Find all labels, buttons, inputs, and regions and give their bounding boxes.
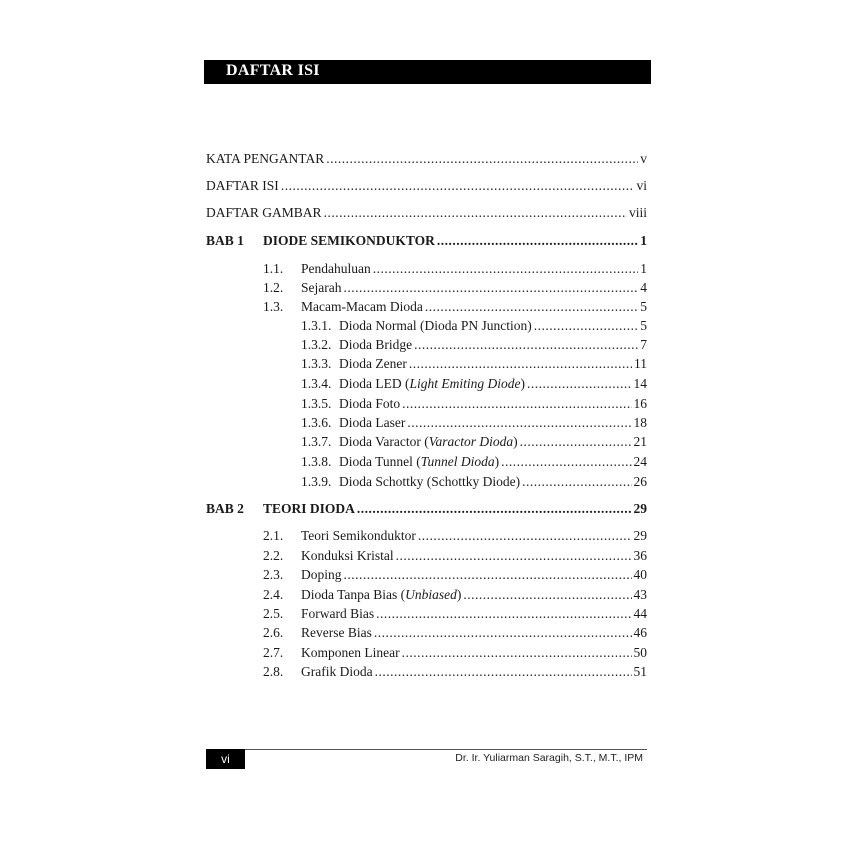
toc-section[interactable]	[263, 663, 647, 681]
dot-leader	[407, 414, 631, 432]
section-page: 46	[633, 625, 647, 640]
toc-entry-page: viii	[628, 205, 647, 220]
subsection-page: 7	[640, 337, 647, 352]
subsection-number: 1.3.2.	[301, 337, 332, 352]
toc-entry-page: v	[640, 151, 647, 166]
section-page: 51	[633, 664, 647, 679]
dot-leader	[324, 204, 627, 222]
toc-entry-title: DAFTAR ISI	[206, 178, 279, 193]
page-title: DAFTAR ISI	[226, 62, 320, 79]
section-title: Komponen Linear	[301, 645, 400, 660]
subsection-number: 1.3.4.	[301, 376, 332, 391]
footer-author: Dr. Ir. Yuliarman Saragih, S.T., M.T., IPM	[455, 752, 643, 764]
chapter-page: 1	[640, 233, 647, 248]
toc-section[interactable]	[263, 566, 647, 584]
subsection-page: 16	[633, 396, 647, 411]
subsection-number: 1.3.8.	[301, 454, 332, 469]
section-page: 50	[633, 645, 647, 660]
section-number: 2.3.	[263, 567, 284, 582]
section-title: Doping	[301, 567, 342, 582]
section-number: 2.4.	[263, 587, 284, 602]
toc-subsection[interactable]	[301, 414, 647, 432]
subsection-title: Dioda Foto	[339, 396, 401, 411]
subsection-number: 1.3.1.	[301, 318, 332, 333]
dot-leader	[522, 473, 631, 491]
toc-section[interactable]	[263, 527, 647, 545]
section-number: 2.6.	[263, 625, 284, 640]
subsection-number: 1.3.3.	[301, 356, 332, 371]
dot-leader	[409, 355, 632, 373]
toc-section[interactable]	[263, 624, 647, 642]
section-number: 1.3.	[263, 299, 284, 314]
dot-leader	[396, 547, 632, 565]
dot-leader	[357, 500, 632, 518]
section-page: 40	[633, 567, 647, 582]
dot-leader	[376, 605, 631, 623]
dot-leader	[534, 317, 639, 335]
toc-section[interactable]	[263, 279, 647, 297]
footer-page-number: vi	[206, 749, 245, 769]
toc-subsection[interactable]	[301, 395, 647, 413]
dot-leader	[343, 279, 638, 297]
dot-leader	[520, 433, 632, 451]
toc-section[interactable]	[263, 644, 647, 662]
section-title: Grafik Dioda	[301, 664, 373, 679]
dot-leader	[373, 260, 639, 278]
section-title: Macam-Macam Dioda	[301, 299, 423, 314]
dot-leader	[527, 375, 632, 393]
toc-section[interactable]	[263, 586, 647, 604]
chapter-title: DIODE SEMIKONDUKTOR	[263, 233, 435, 248]
section-title: Teori Semikonduktor	[301, 528, 416, 543]
toc-entry-title: DAFTAR GAMBAR	[206, 205, 322, 220]
toc-section[interactable]	[263, 605, 647, 623]
subsection-title: Dioda Laser	[339, 415, 406, 430]
subsection-number: 1.3.6.	[301, 415, 332, 430]
subsection-number: 1.3.9.	[301, 474, 332, 489]
dot-leader	[326, 150, 638, 168]
dot-leader	[374, 624, 632, 642]
dot-leader	[344, 566, 632, 584]
subsection-page: 21	[633, 434, 647, 449]
toc-subsection[interactable]	[301, 473, 647, 491]
toc-section[interactable]	[263, 260, 647, 278]
subsection-number: 1.3.7.	[301, 434, 332, 449]
subsection-number: 1.3.5.	[301, 396, 332, 411]
toc-subsection[interactable]	[301, 317, 647, 335]
toc-subsection[interactable]	[301, 433, 647, 451]
chapter-page: 29	[633, 501, 647, 516]
dot-leader	[402, 395, 631, 413]
section-number: 1.1.	[263, 261, 284, 276]
toc-section[interactable]	[263, 298, 647, 316]
section-title: Pendahuluan	[301, 261, 371, 276]
subsection-page: 14	[633, 376, 647, 391]
subsection-page: 11	[634, 356, 647, 371]
dot-leader	[501, 453, 631, 471]
section-page: 44	[633, 606, 647, 621]
section-page: 4	[640, 280, 647, 295]
toc-entry-daftar-gambar[interactable]	[206, 204, 647, 222]
section-page: 1	[640, 261, 647, 276]
toc-subsection[interactable]	[301, 336, 647, 354]
section-page: 43	[633, 587, 647, 602]
subsection-title: Dioda Bridge	[339, 337, 413, 352]
section-page: 5	[640, 299, 647, 314]
toc-chapter-bab-2[interactable]	[206, 500, 647, 518]
toc-section[interactable]	[263, 547, 647, 565]
section-number: 2.8.	[263, 664, 284, 679]
subsection-title: Dioda Tunnel (Tunnel Dioda)	[339, 454, 500, 469]
section-number: 2.7.	[263, 645, 284, 660]
dot-leader	[414, 336, 638, 354]
toc-subsection[interactable]	[301, 375, 647, 393]
dot-leader	[425, 298, 638, 316]
section-number: 1.2.	[263, 280, 284, 295]
chapter-label: BAB 1	[206, 233, 244, 248]
subsection-page: 5	[640, 318, 647, 333]
toc-subsection[interactable]	[301, 355, 647, 373]
section-title: Forward Bias	[301, 606, 375, 621]
chapter-label: BAB 2	[206, 501, 244, 516]
dot-leader	[437, 232, 638, 250]
subsection-title: Dioda Varactor (Varactor Dioda)	[339, 434, 518, 449]
section-number: 2.1.	[263, 528, 284, 543]
dot-leader	[281, 177, 635, 195]
section-title: Reverse Bias	[301, 625, 372, 640]
dot-leader	[375, 663, 632, 681]
toc-chapter-bab-1[interactable]	[206, 232, 647, 250]
subsection-page: 18	[633, 415, 647, 430]
subsection-title: Dioda LED (Light Emiting Diode)	[339, 376, 525, 391]
footer-divider	[244, 749, 647, 750]
subsection-page: 24	[633, 454, 647, 469]
chapter-title: TEORI DIODA	[263, 501, 355, 516]
section-title: Sejarah	[301, 280, 342, 295]
subsection-page: 26	[633, 474, 647, 489]
toc-entry-title: KATA PENGANTAR	[206, 151, 325, 166]
toc-entry-daftar-isi[interactable]	[206, 177, 647, 195]
section-title: Konduksi Kristal	[301, 548, 394, 563]
dot-leader	[463, 586, 631, 604]
toc-entry-kata-pengantar[interactable]	[206, 150, 647, 168]
section-title: Dioda Tanpa Bias (Unbiased)	[301, 587, 462, 602]
subsection-title: Dioda Normal (Dioda PN Junction)	[339, 318, 532, 333]
subsection-title: Dioda Zener	[339, 356, 407, 371]
toc-entry-page: vi	[636, 178, 647, 193]
section-page: 36	[633, 548, 647, 563]
section-number: 2.5.	[263, 606, 284, 621]
subsection-title: Dioda Schottky (Schottky Diode)	[339, 474, 521, 489]
section-page: 29	[633, 528, 647, 543]
section-number: 2.2.	[263, 548, 284, 563]
toc-subsection[interactable]	[301, 453, 647, 471]
dot-leader	[402, 644, 632, 662]
header-banner	[204, 60, 651, 84]
dot-leader	[418, 527, 632, 545]
